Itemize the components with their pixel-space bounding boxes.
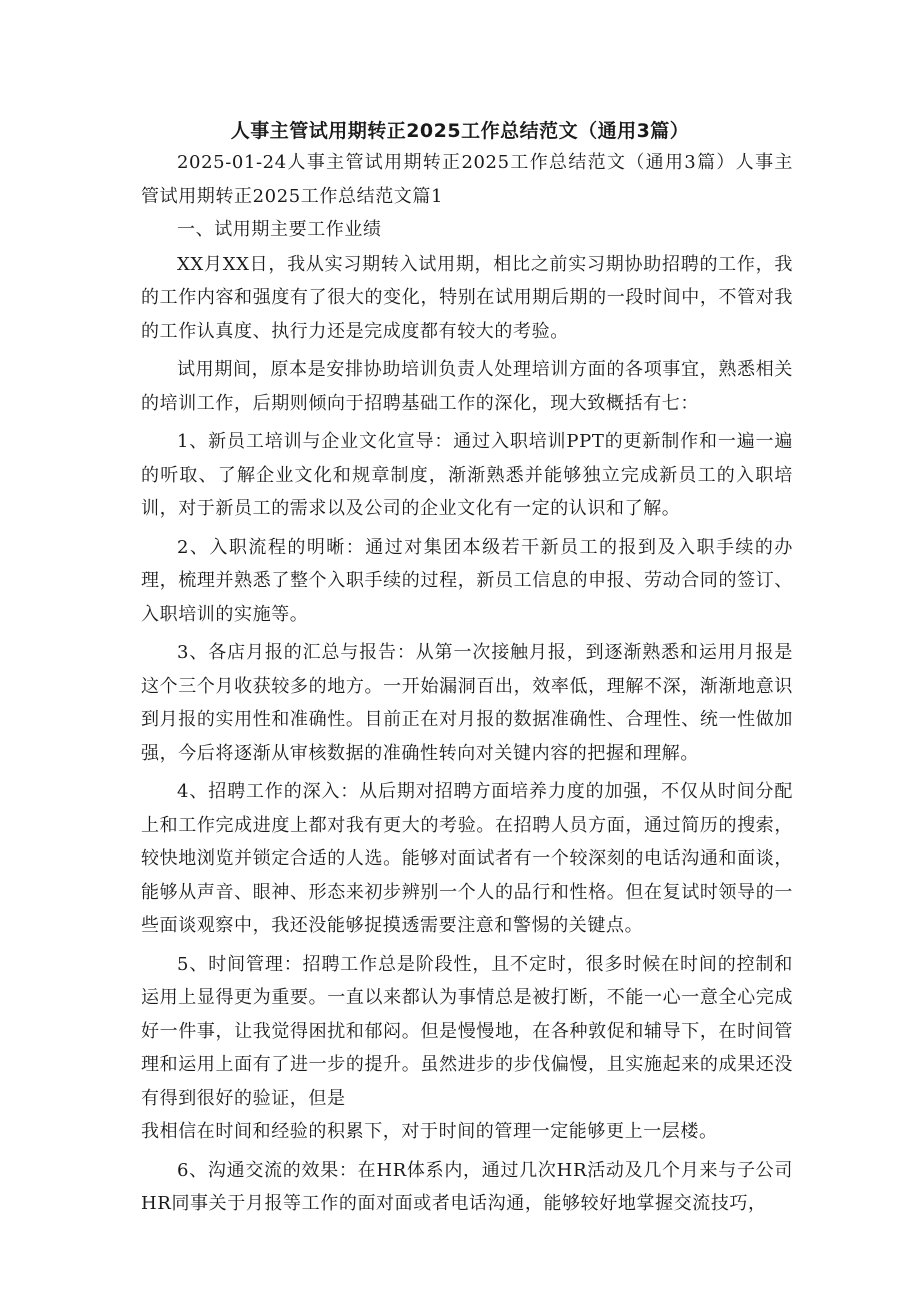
paragraph: 3、各店月报的汇总与报告：从第一次接触月报，到逐渐熟悉和运用月报是这个三个月收获较多的地方。一开始漏洞百出，效率低，理解不深，渐渐地意识到月报的实用性和准确性。目前正在对月报的数据准确性、合理性、统一性做加强，今后将逐渐从审核数据的准确性转向对关键内容的把握和理解。 xyxy=(141,642,793,764)
paragraph: 1、新员工培训与企业文化宣导：通过入职培训PPT的更新制作和一遍一遍的听取、了解企业文化和规章制度，渐渐熟悉并能够独立完成新员工的入职培训，对于新员工的需求以及公司的企业文化有一定的认识和了解。 xyxy=(141,431,793,519)
paragraph: 6、沟通交流的效果：在HR体系内，通过几次HR活动及几个月来与子公司HR同事关于月报等工作的面对面或者电话沟通，能够较好地掌握交流技巧， xyxy=(141,1159,793,1214)
paragraph: 5、时间管理：招聘工作总是阶段性，且不定时，很多时候在时间的控制和运用上显得更为重要。一直以来都认为事情总是被打断，不能一心一意全心完成好一件事，让我觉得困扰和郁闷。但是慢慢地，在各种敦促和辅导下，在时间管理和运用上面有了进一步的提升。虽然进步的步伐偏慢，且实施起来的成果还没有得到很好的验证，但是 xyxy=(141,953,793,1109)
paragraph-continuation: 我相信在时间和经验的积累下，对于时间的管理一定能够更上一层楼。 xyxy=(141,1121,718,1142)
document-body xyxy=(141,146,793,1226)
section-heading: 一、试用期主要工作业绩 xyxy=(177,219,382,240)
paragraph: XX月XX日，我从实习期转入试用期，相比之前实习期协助招聘的工作，我的工作内容和强度有了很大的变化，特别在试用期后期的一段时间中，不管对我的工作认真度、执行力还是完成度都有较大的考验。 xyxy=(141,253,793,342)
paragraph: 试用期间，原本是安排协助培训负责人处理培训方面的各项事宜，熟悉相关的培训工作，后期则倾向于招聘基础工作的深化，现大致概括有七： xyxy=(141,359,793,414)
paragraph: 4、招聘工作的深入：从后期对招聘方面培养力度的加强，不仅从时间分配上和工作完成进度上都对我有更大的考验。在招聘人员方面，通过简历的搜索，较快地浏览并锁定合适的人选。能够对面试者有一个较深刻的电话沟通和面谈，能够从声音、眼神、形态来初步辨别一个人的品行和性格。但在复试时领导的一些面谈观察中，我还没能够捉摸透需要注意和警惕的关键点。 xyxy=(141,781,793,936)
paragraph: 2、入职流程的明晰：通过对集团本级若干新员工的报到及入职手续的办理，梳理并熟悉了整个入职手续的过程，新员工信息的申报、劳动合同的签订、入职培训的实施等。 xyxy=(141,536,793,625)
document-title: 人事主管试用期转正2025工作总结范文（通用3篇） xyxy=(230,120,690,142)
intro-paragraph: 2025-01-24人事主管试用期转正2025工作总结范文（通用3篇）人事主管试用期转正2025工作总结范文篇1 xyxy=(141,152,793,207)
